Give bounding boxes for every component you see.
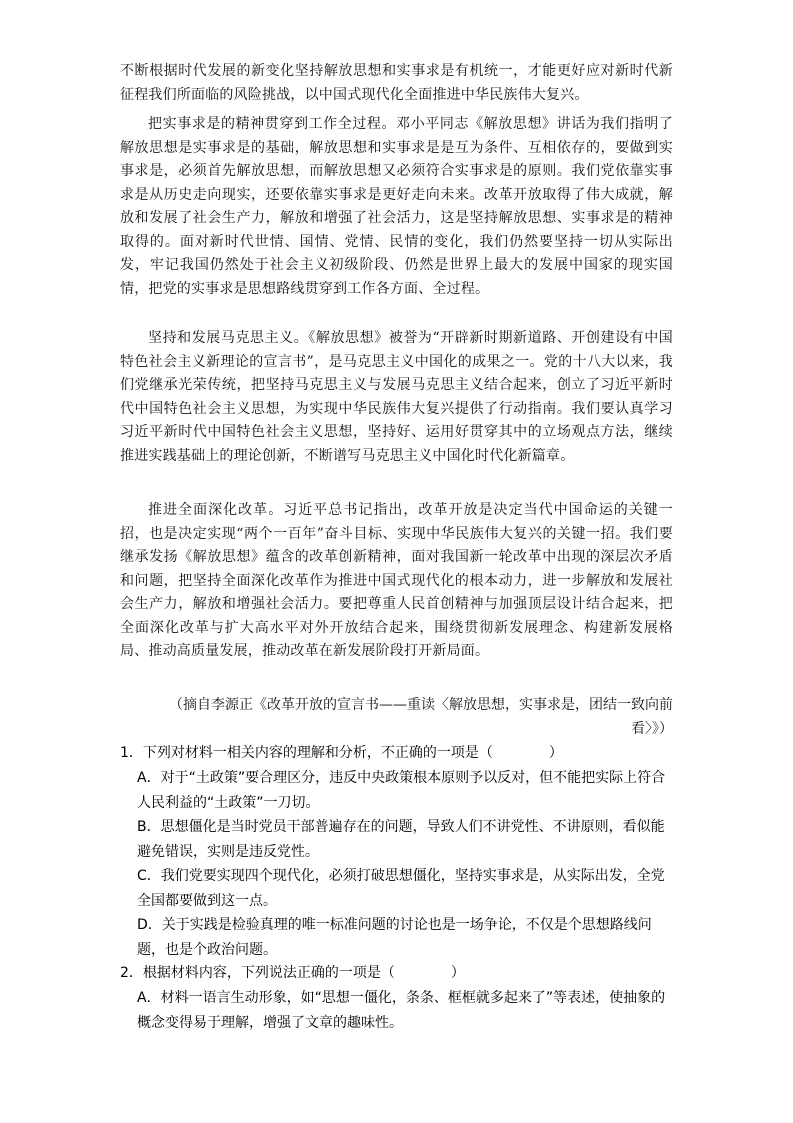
passage-source: （摘自李源正《改革开放的宣言书——重读〈解放思想，实事求是，团结一致向前看〉》）: [169, 697, 673, 737]
question-2-option-a: A．材料一语言生动形象，如“思想一僵化，条条、框框就多起来了”等表述，使抽象的概念变得易于理解，增强了文章的趣味性。: [137, 990, 666, 1031]
question-2-stem: 2．根据材料内容，下列说法正确的一项是（ ）: [120, 965, 465, 981]
question-1-option-c: C．我们党要实现四个现代化，必须打破思想僵化，坚持实事求是，从实际出发，全党全国都要做到这一点。: [137, 868, 665, 909]
passage-paragraph-marxism: 坚持和发展马克思主义。《解放思想》被誉为“开辟新时期新道路、开创建设有中国特色社会主义新理论的宣言书”，是马克思主义中国化的成果之一。党的十八大以来，我们党继承光荣传统，把坚持马克思主义与发展马克思主义结合起来，创立了习近平新时代中国特色社会主义思想，为实现中华民族伟大复兴提供了行动指南。我们要认真学习习近平新时代中国特色社会主义思想，坚持好、运用好贯穿其中的立场观点方法，继续推进实践基础上的理论创新，不断谱写马克思主义中国化时代化新篇章。: [120, 330, 673, 464]
passage-paragraph-reform: 推进全面深化改革。习近平总书记指出，改革开放是决定当代中国命运的关键一招，也是决定实现“两个一百年”奋斗目标、实现中华民族伟大复兴的关键一招。我们要继承发扬《解放思想》蕴含的改革创新精神，面对我国新一轮改革中出现的深层次矛盾和问题，把坚持全面深化改革作为推进中国式现代化的根本动力，进一步解放和发展社会生产力，解放和增强社会活力。要把尊重人民首创精神与加强顶层设计结合起来，把全面深化改革与扩大高水平对外开放结合起来，围绕贯彻新发展理念、构建新发展格局、推动高质量发展，推动改革在新发展阶段打开新局面。: [120, 502, 673, 659]
question-1-option-a: A．对于“土政策”要合理区分，违反中央政策根本原则予以反对，但不能把实际上符合人民利益的“土政策”一刀切。: [137, 770, 666, 811]
question-1-stem: 1．下列对材料一相关内容的理解和分析，不正确的一项是（ ）: [120, 745, 563, 761]
question-1-option-b: B．思想僵化是当时党员干部普遍存在的问题，导致人们不讲党性、不讲原则，看似能避免错误，实则是违反党性。: [137, 819, 665, 860]
passage-paragraph-continued: 不断根据时代发展的新变化坚持解放思想和实事求是有机统一，才能更好应对新时代新征程我们所面临的风险挑战，以中国式现代化全面推进中华民族伟大复兴。: [120, 63, 673, 103]
question-1-option-d: D．关于实践是检验真理的唯一标准问题的讨论也是一场争论，不仅是个思想路线问题，也是个政治问题。: [137, 917, 652, 958]
passage-paragraph-practice: 把实事求是的精神贯穿到工作全过程。邓小平同志《解放思想》讲话为我们指明了解放思想是实事求是的基础，解放思想和实事求是是互为条件、互相依存的，要做到实事求是，必须首先解放思想，而解放思想又必须符合实事求是的原则。我们党依靠实事求是从历史走向现实，还要依靠实事求是更好走向未来。改革开放取得了伟大成就，解放和发展了社会生产力，解放和增强了社会活力，这是坚持解放思想、实事求是的精神取得的。面对新时代世情、国情、党情、民情的变化，我们仍然要坚持一切从实际出发，牢记我国仍然处于社会主义初级阶段、仍然是世界上最大的发展中国家的现实国情，把党的实事求是思想路线贯穿到工作各方面、全过程。: [120, 116, 673, 297]
